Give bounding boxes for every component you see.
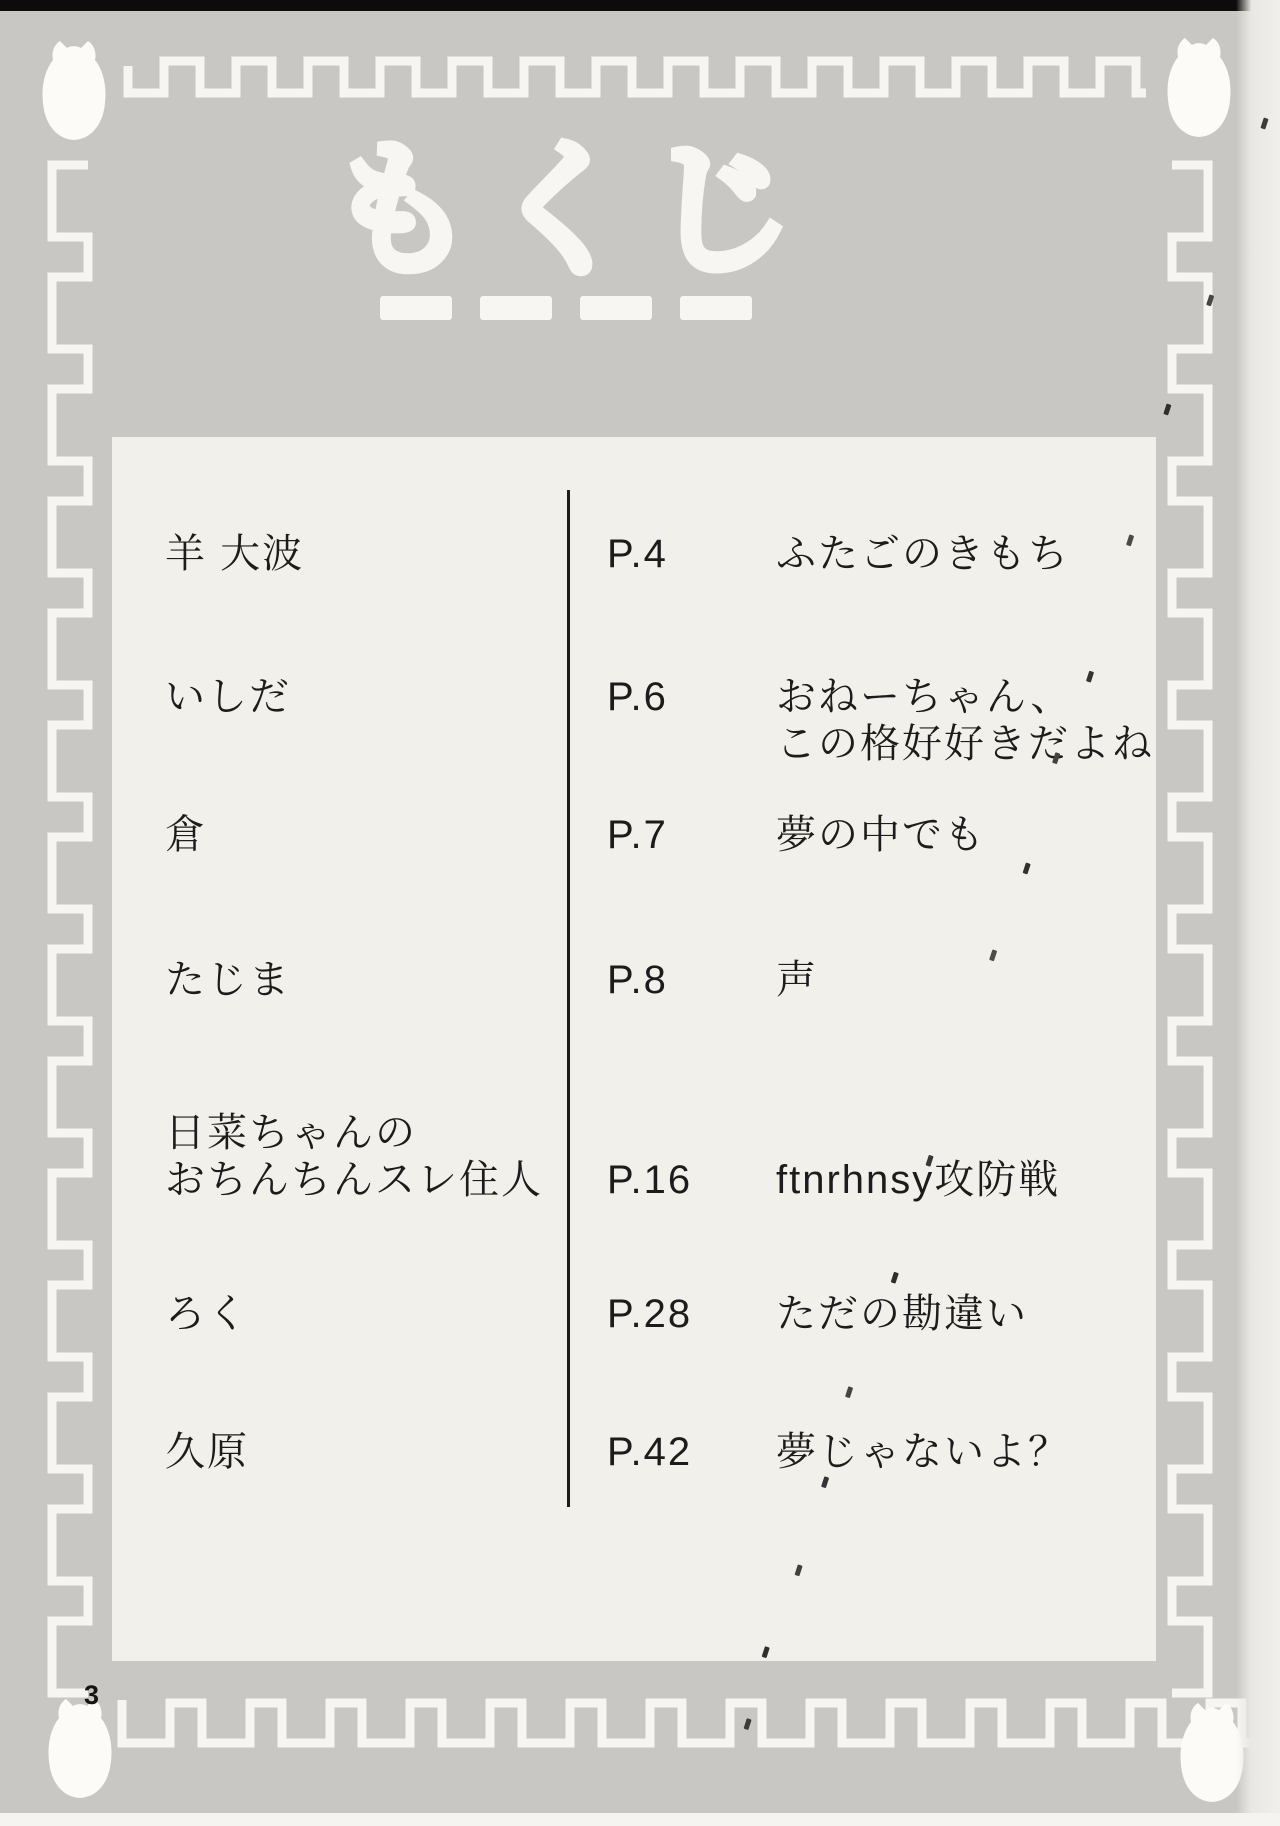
toc-page-number: P.8 — [607, 958, 668, 1002]
cat-head-icon — [44, 1694, 116, 1800]
toc-author: 久原 — [165, 1430, 249, 1474]
title-underline-dash — [480, 296, 552, 320]
toc-author: 倉 — [165, 813, 207, 857]
zigzag-border-top — [128, 61, 1146, 93]
column-divider-line — [567, 490, 570, 1507]
title-underline-dash — [580, 296, 652, 320]
scan-page-edge — [1236, 0, 1280, 1826]
toc-page-number: P.16 — [607, 1158, 693, 1202]
toc-title: 夢じゃないよ？ — [776, 1430, 1070, 1474]
title-underline-dash — [380, 296, 452, 320]
toc-title: ftnrhnsy攻防戦 — [776, 1158, 1061, 1202]
toc-page-number: P.42 — [607, 1430, 693, 1474]
toc-author: いしだ — [165, 675, 291, 719]
toc-page-number: P.6 — [607, 675, 668, 719]
toc-title: 夢の中でも — [776, 813, 986, 857]
toc-author: 日菜ちゃんの おちんちんスレ住人 — [165, 1111, 543, 1202]
toc-author: ろく — [165, 1292, 249, 1336]
folio-page-number: 3 — [84, 1680, 100, 1710]
title-underline-dash — [680, 296, 752, 320]
cat-head-icon — [38, 36, 110, 142]
toc-page-number: P.4 — [607, 532, 668, 576]
toc-author: 羊 大波 — [165, 532, 305, 576]
toc-title: おねーちゃん、 この格好好きだよね — [776, 675, 1154, 766]
toc-page-number: P.28 — [607, 1292, 693, 1336]
toc-author: たじま — [165, 958, 291, 1002]
zigzag-border-left — [52, 165, 88, 1693]
page-title: もくじ — [328, 129, 808, 292]
toc-title: ふたごのきもち — [776, 532, 1070, 576]
zigzag-border-bottom — [122, 1700, 1256, 1743]
scan-edge-bottom — [0, 1813, 1280, 1826]
cat-head-icon — [1163, 33, 1235, 139]
toc-title: ただの勘違い — [776, 1292, 1028, 1336]
toc-panel — [112, 437, 1156, 1661]
toc-page-number: P.7 — [607, 813, 668, 857]
toc-title: 声 — [776, 958, 818, 1002]
zigzag-border-right — [1172, 165, 1208, 1693]
